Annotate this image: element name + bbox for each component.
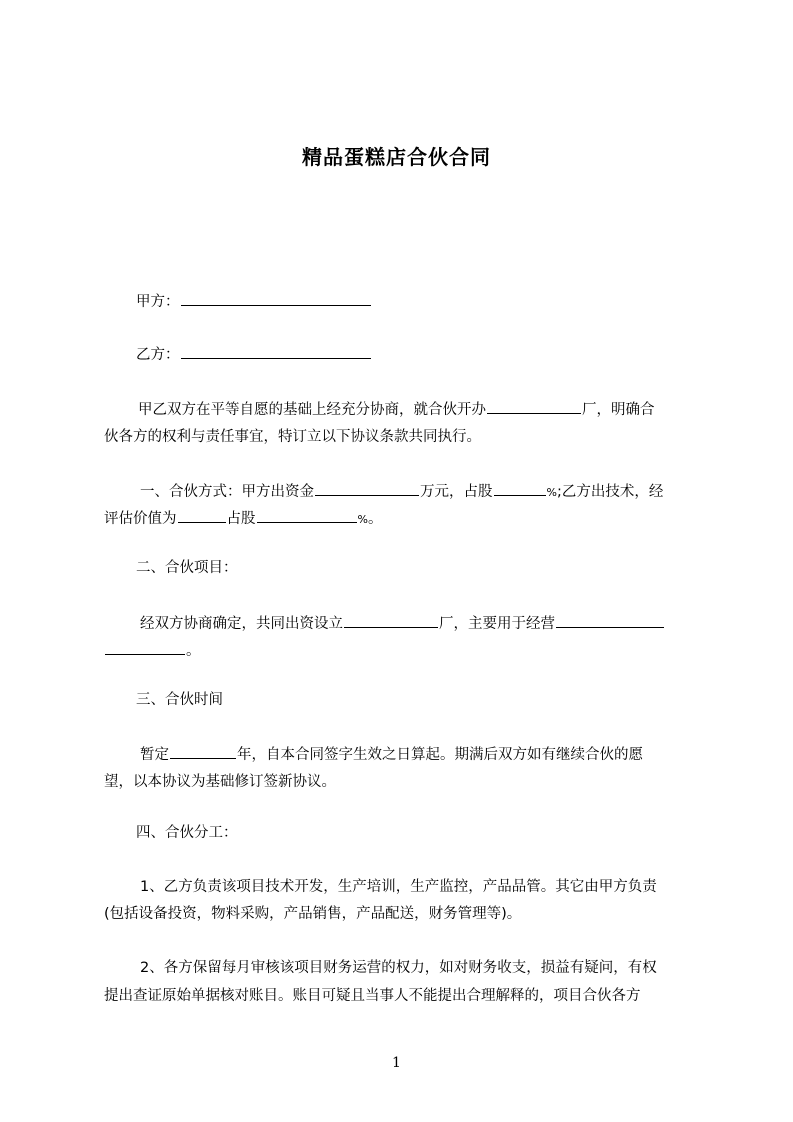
section1-text-1: 一、合伙方式：甲方出资金 xyxy=(140,484,314,500)
party-b-label: 乙方： xyxy=(136,347,180,363)
business-scope-blank-2[interactable] xyxy=(105,639,185,655)
section1-text-6: 占股 xyxy=(226,511,256,527)
section4-item2-line1: 2、各方保留每月审核该项目财务运营的权力，如对财务收支，损益有疑问，有权 xyxy=(140,960,657,976)
party-a-label: 甲方： xyxy=(136,294,180,310)
section2-text-2: 厂，主要用于经营 xyxy=(439,616,555,632)
page-number: 1 xyxy=(392,1055,401,1071)
factory-name-blank[interactable] xyxy=(344,612,438,628)
party-b-share-blank[interactable] xyxy=(257,507,357,523)
party-a-blank[interactable] xyxy=(181,290,371,306)
section1-line-1 xyxy=(140,480,740,504)
section2-text-3: 。 xyxy=(186,643,201,659)
section2-line-2 xyxy=(104,639,704,662)
section1-text-5: 评估价值为 xyxy=(104,511,177,527)
intro-text-1: 甲乙双方在平等自愿的基础上经充分协商，就合伙开办 xyxy=(138,402,486,418)
section4-heading: 四、合伙分工： xyxy=(136,825,238,841)
percent-sign: % xyxy=(546,486,557,499)
business-scope-blank[interactable] xyxy=(556,612,664,628)
section3-text-2: 年，自本合同签字生效之日算起。期满后双方如有继续合伙的愿 xyxy=(237,747,643,763)
intro-line-1 xyxy=(138,398,738,421)
party-a-share-blank[interactable] xyxy=(494,480,546,496)
section4-item1-line1: 1、乙方负责该项目技术开发，生产培训，生产监控，产品品管。其它由甲方负责 xyxy=(140,879,657,895)
percent-sign-2: % xyxy=(357,513,368,526)
section1-text-8: 。 xyxy=(367,511,383,527)
section1-line-2 xyxy=(104,507,704,531)
section3-text-1: 暂定 xyxy=(140,747,169,763)
intro-factory-blank[interactable] xyxy=(487,398,581,414)
intro-line-2: 伙各方的权利与责任事宜，特订立以下协议条款共同执行。 xyxy=(104,429,481,445)
section3-line-1 xyxy=(140,743,740,766)
section3-line-2: 望，以本协议为基础修订签新协议。 xyxy=(104,774,336,790)
section2-heading: 二、合伙项目： xyxy=(136,560,238,576)
years-blank[interactable] xyxy=(170,743,236,759)
section1-text-2: 万元，占股 xyxy=(420,484,493,500)
section1-text-4: ;乙方出技术，经 xyxy=(556,484,664,500)
party-b-line xyxy=(136,343,736,366)
party-a-capital-blank[interactable] xyxy=(315,480,419,496)
section4-item2-line2: 提出查证原始单据核对账目。账目可疑且当事人不能提出合理解释的，项目合伙各方 xyxy=(104,988,641,1004)
tech-value-blank[interactable] xyxy=(178,507,226,523)
section4-item1-line2: (包括设备投资，物料采购，产品销售，产品配送，财务管理等)。 xyxy=(104,906,522,922)
section2-line-1 xyxy=(140,612,740,635)
intro-text-2: 厂，明确合 xyxy=(582,402,655,418)
document-title: 精品蛋糕店合伙合同 xyxy=(302,145,491,169)
party-b-blank[interactable] xyxy=(181,343,371,359)
section2-text-1: 经双方协商确定，共同出资设立 xyxy=(140,616,343,632)
section3-heading: 三、合伙时间 xyxy=(136,692,223,708)
party-a-line xyxy=(136,290,736,313)
